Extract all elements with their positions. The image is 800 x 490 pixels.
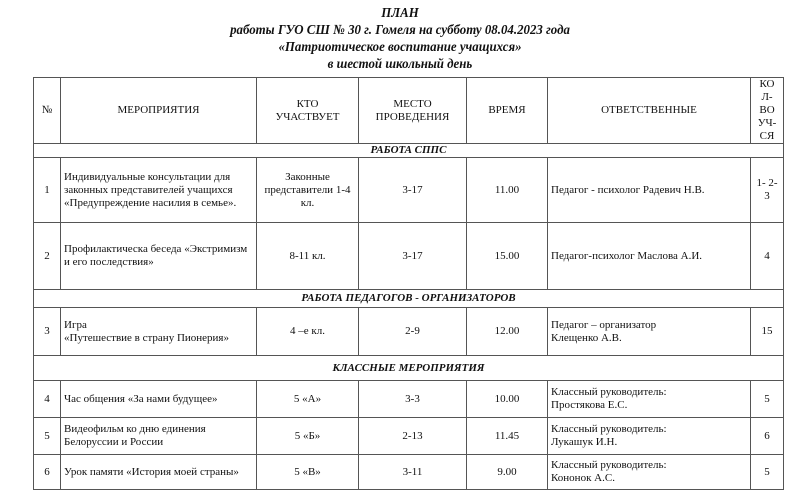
cell-place: 2-9: [359, 308, 467, 356]
cell-place: 3-17: [359, 223, 467, 290]
plan-table: [33, 77, 784, 490]
cell-responsible: Классный руководитель: Лукашук И.Н.: [548, 418, 751, 455]
section-header-row: [34, 356, 784, 381]
header-who: КТО УЧАСТВУЕТ: [257, 78, 359, 144]
table-row: [34, 223, 784, 290]
table-row: [34, 308, 784, 356]
header-place: МЕСТО ПРОВЕДЕНИЯ: [359, 78, 467, 144]
header-event: МЕРОПРИЯТИЯ: [61, 78, 257, 144]
cell-event: Видеофильм ко дню единения Белоруссии и России: [61, 418, 257, 455]
cell-who: 4 –е кл.: [257, 308, 359, 356]
section-header-row: [34, 290, 784, 308]
cell-who: Законные представители 1-4 кл.: [257, 158, 359, 223]
header-responsible: ОТВЕТСТВЕННЫЕ: [548, 78, 751, 144]
cell-event: Час общения «За нами будущее»: [61, 381, 257, 418]
cell-responsible: Педагог – организатор Клещенко А.В.: [548, 308, 751, 356]
header-time: ВРЕМЯ: [467, 78, 548, 144]
cell-number: 5: [34, 418, 61, 455]
table-row: [34, 381, 784, 418]
cell-responsible: Педагог-психолог Маслова А.И.: [548, 223, 751, 290]
cell-place: 3-17: [359, 158, 467, 223]
cell-who: 8-11 кл.: [257, 223, 359, 290]
cell-responsible: Педагог - психолог Радевич Н.В.: [548, 158, 751, 223]
cell-place: 3-11: [359, 455, 467, 490]
cell-count: 5: [751, 455, 784, 490]
cell-place: 3-3: [359, 381, 467, 418]
section-title: РАБОТА СППС: [34, 144, 784, 158]
cell-who: 5 «В»: [257, 455, 359, 490]
cell-number: 1: [34, 158, 61, 223]
cell-time: 11.45: [467, 418, 548, 455]
title-day: в шестой школьный день: [327, 57, 473, 72]
cell-count: 1- 2-3: [751, 158, 784, 223]
table-row: [34, 158, 784, 223]
cell-time: 11.00: [467, 158, 548, 223]
title-theme: «Патриотическое воспитание учащихся»: [278, 40, 522, 55]
cell-place: 2-13: [359, 418, 467, 455]
cell-count: 6: [751, 418, 784, 455]
section-header-row: [34, 144, 784, 158]
cell-time: 12.00: [467, 308, 548, 356]
cell-number: 6: [34, 455, 61, 490]
table-row: [34, 455, 784, 490]
document-title: [0, 5, 800, 73]
title-subtitle: работы ГУО СШ № 30 г. Гомеля на субботу 08.04.2023 года: [230, 23, 570, 38]
cell-time: 9.00: [467, 455, 548, 490]
cell-responsible: Классный руководитель: Простякова Е.С.: [548, 381, 751, 418]
cell-count: 15: [751, 308, 784, 356]
cell-event: Профилактическа беседа «Экстримизм и его последствия»: [61, 223, 257, 290]
cell-time: 15.00: [467, 223, 548, 290]
cell-who: 5 «А»: [257, 381, 359, 418]
cell-count: 5: [751, 381, 784, 418]
table-header-row: [34, 78, 784, 144]
header-count: КО Л- ВО УЧ- СЯ: [751, 78, 784, 144]
cell-count: 4: [751, 223, 784, 290]
cell-time: 10.00: [467, 381, 548, 418]
header-number: №: [34, 78, 61, 144]
cell-responsible: Классный руководитель: Кононок А.С.: [548, 455, 751, 490]
cell-number: 3: [34, 308, 61, 356]
cell-number: 4: [34, 381, 61, 418]
title-plan: ПЛАН: [381, 6, 419, 21]
section-title: РАБОТА ПЕДАГОГОВ - ОРГАНИЗАТОРОВ: [34, 290, 784, 308]
table-row: [34, 418, 784, 455]
cell-event: Индивидуальные консультации для законных представителей учащихся «Предупреждение насилия в семье».: [61, 158, 257, 223]
cell-event: Урок памяти «История моей страны»: [61, 455, 257, 490]
section-title: КЛАССНЫЕ МЕРОПРИЯТИЯ: [34, 356, 784, 381]
cell-who: 5 «Б»: [257, 418, 359, 455]
cell-event: Игра «Путешествие в страну Пионерия»: [61, 308, 257, 356]
cell-number: 2: [34, 223, 61, 290]
